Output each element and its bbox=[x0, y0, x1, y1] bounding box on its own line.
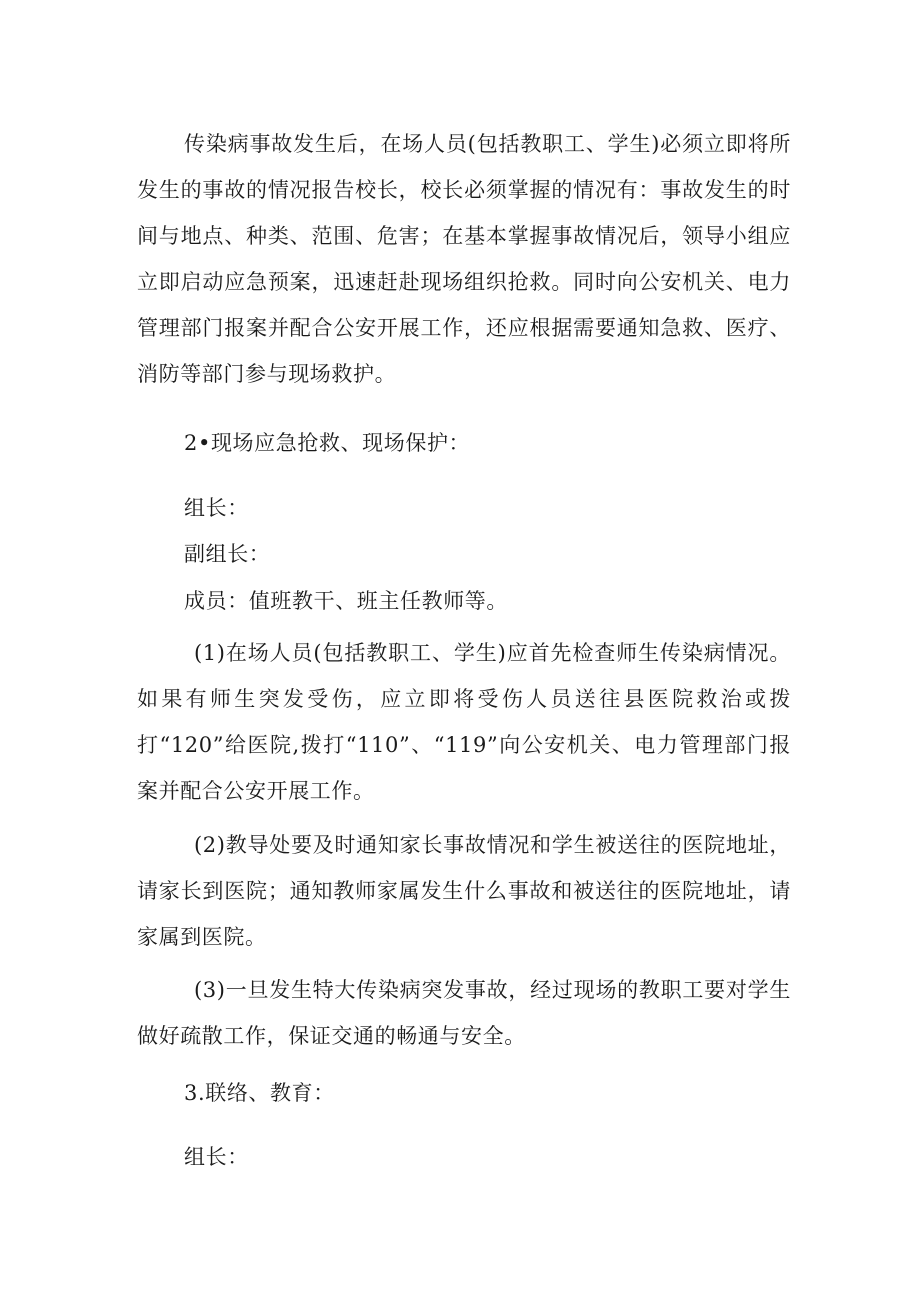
deputy-leader-label: 副组长： bbox=[184, 542, 271, 566]
list-item-1: (1)在场人员(包括教职工、学生)应首先检查师生传染病情况。如果有师生突发受伤，应立即将受伤人员送往县医院救治或拨打“120”给医院,拨打“110”、“119”向公安机关、电力管理部门报案并配合公安开展工作。 bbox=[137, 641, 791, 803]
list-item-3: (3)一旦发生特大传染病突发事故，经过现场的教职工要对学生做好疏散工作，保证交通的畅通与安全。 bbox=[137, 978, 791, 1048]
paragraph-accident-report: 传染病事故发生后，在场人员(包括教职工、学生)必须立即将所发生的事故的情况报告校长，校长必须掌握的情况有：事故发生的时间与地点、种类、范围、危害；在基本掌握事故情况后，领导小组应立即启动应急预案，迅速赶赴现场组织抢救。同时向公安机关、电力管理部门报案并配合公安开展工作，还应根据需要通知急救、医疗、消防等部门参与现场救护。 bbox=[137, 132, 791, 386]
section-heading-onsite-rescue: 2•现场应急抢救、现场保护： bbox=[184, 431, 471, 455]
leader-label-2: 组长： bbox=[184, 1145, 249, 1169]
members-line: 成员：值班教干、班主任教师等。 bbox=[184, 589, 508, 613]
section-heading-liaison: 3.联络、教育： bbox=[184, 1081, 335, 1105]
list-item-2: (2)教导处要及时通知家长事故情况和学生被送往的医院地址，请家长到医院；通知教师家属发生什么事故和被送往的医院地址，请家属到医院。 bbox=[137, 833, 791, 949]
leader-label: 组长： bbox=[184, 496, 249, 520]
